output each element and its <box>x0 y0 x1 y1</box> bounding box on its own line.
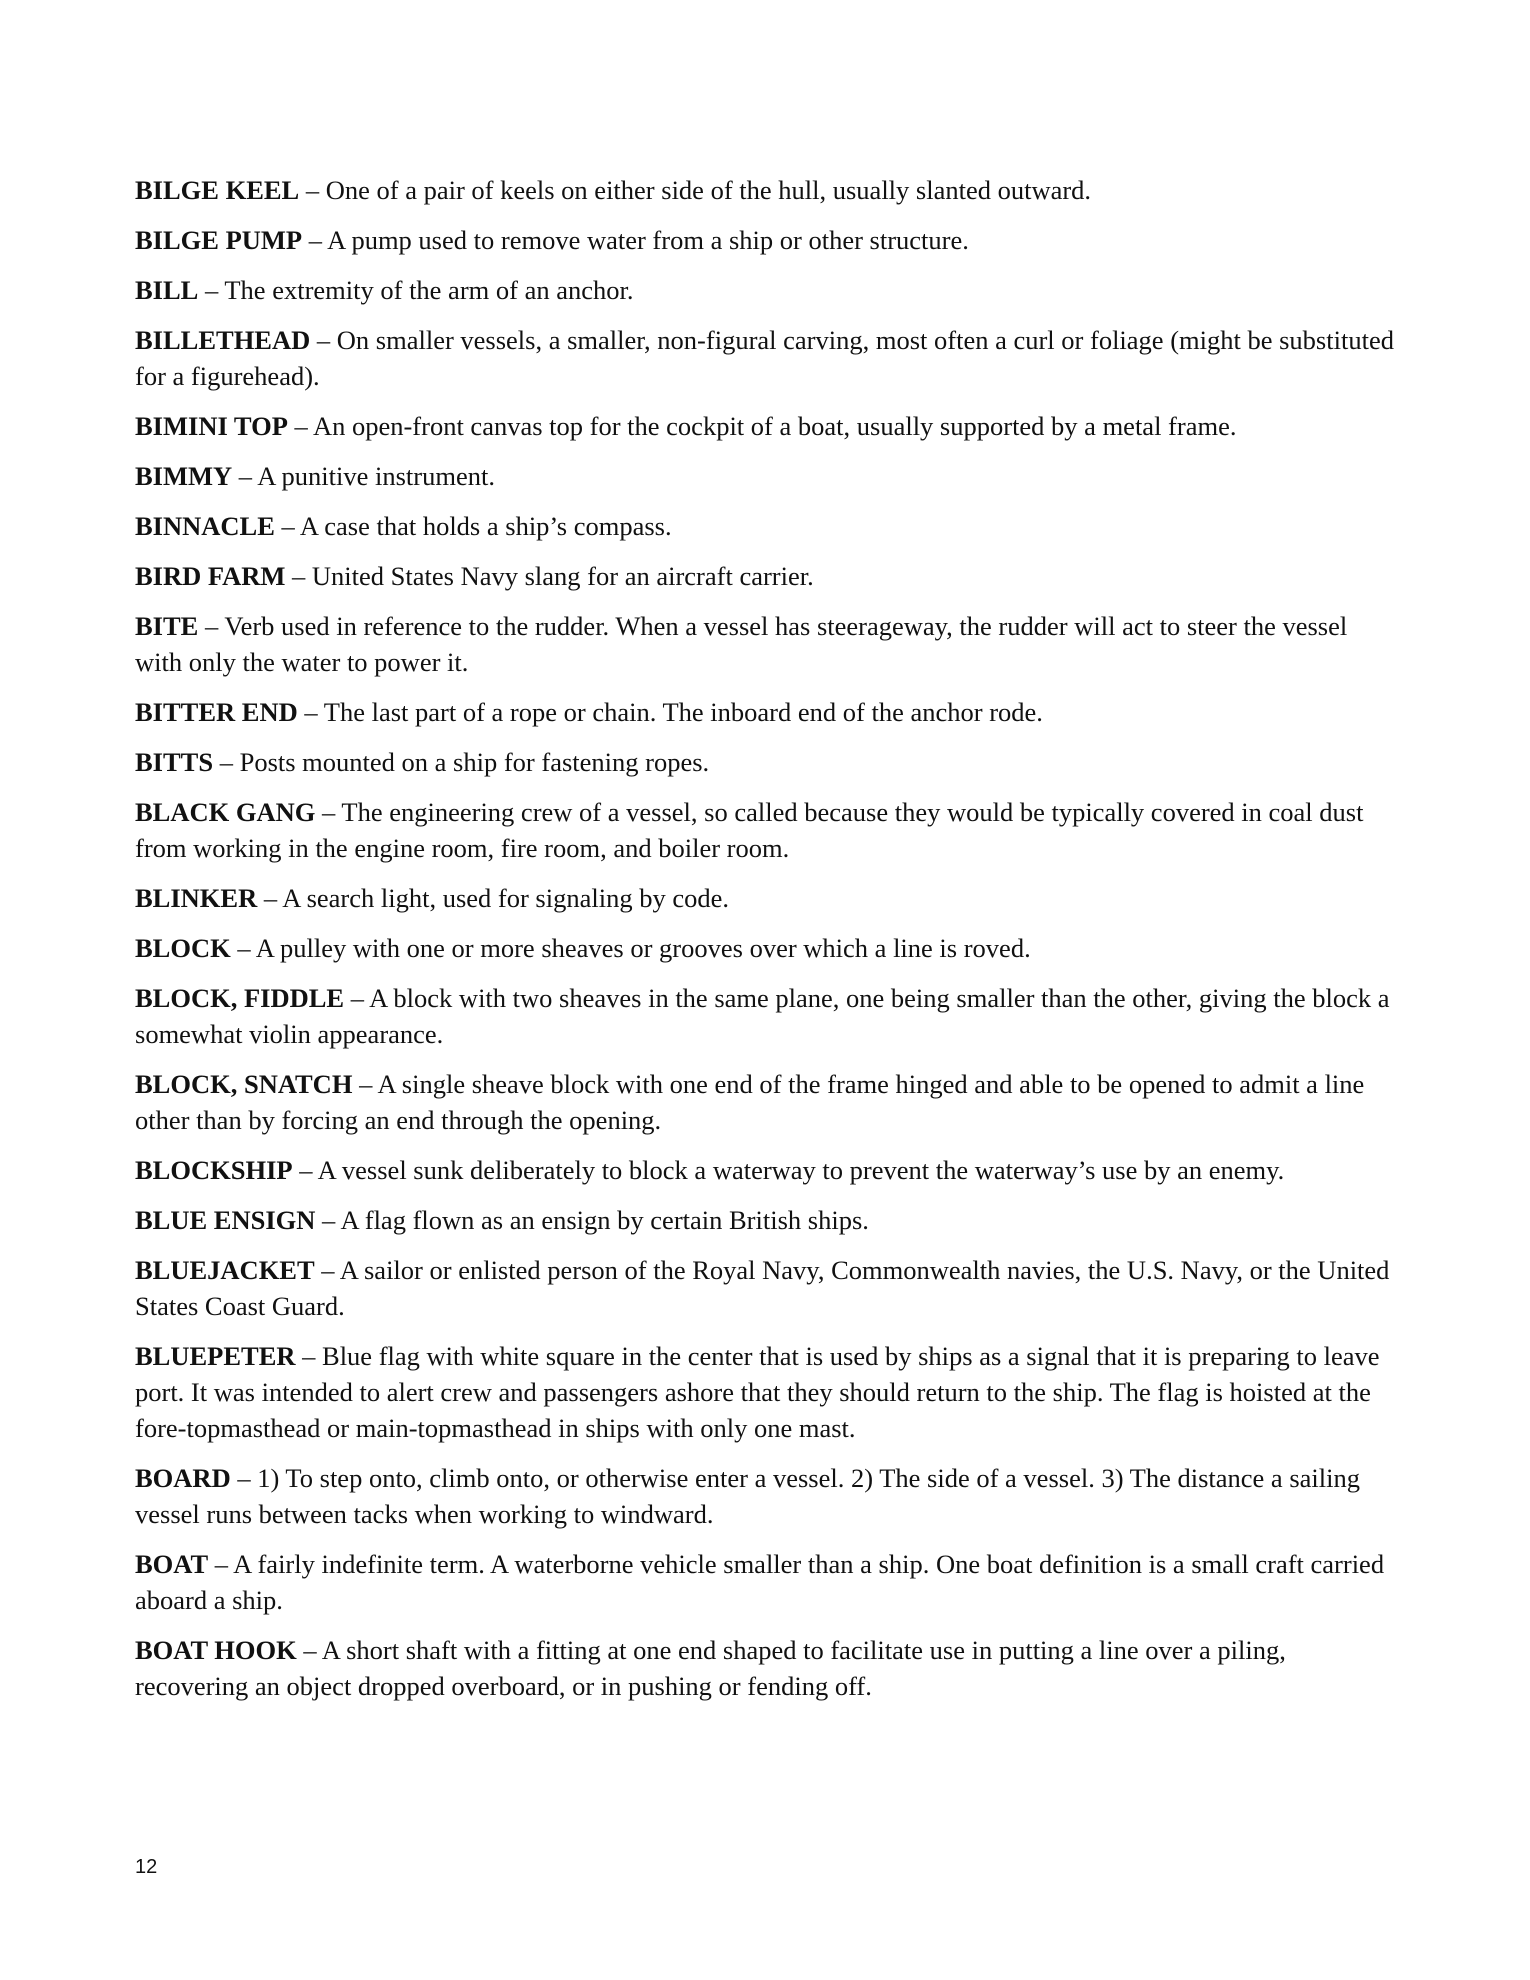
glossary-entry <box>135 408 1400 444</box>
entry-definition: – United States Navy slang for an aircraft carrier. <box>285 561 814 591</box>
entry-term: BIMMY <box>135 461 233 491</box>
glossary-entry <box>135 608 1400 680</box>
entry-definition: – A pump used to remove water from a ship or other structure. <box>302 225 969 255</box>
glossary-entry <box>135 1066 1400 1138</box>
entry-definition: – A short shaft with a fitting at one end shaped to facilitate use in putting a line over a piling, recovering an object dropped overboard, or in pushing or fending off. <box>135 1635 1286 1701</box>
glossary-entry <box>135 880 1400 916</box>
glossary-entry <box>135 1202 1400 1238</box>
entry-definition: – Posts mounted on a ship for fastening ropes. <box>213 747 710 777</box>
glossary-entry <box>135 1546 1400 1618</box>
entry-term: BLOCK <box>135 933 231 963</box>
entry-term: BILLETHEAD <box>135 325 311 355</box>
glossary-entry <box>135 508 1400 544</box>
glossary-entry <box>135 980 1400 1052</box>
entry-definition: – A fairly indefinite term. A waterborne vehicle smaller than a ship. One boat definition is a small craft carried aboard a ship. <box>135 1549 1385 1615</box>
entry-term: BOAT HOOK <box>135 1635 297 1665</box>
entry-term: BLOCK, FIDDLE <box>135 983 345 1013</box>
entry-term: BIRD FARM <box>135 561 286 591</box>
entry-definition: – 1) To step onto, climb onto, or otherwise enter a vessel. 2) The side of a vessel. 3) The distance a sailing vessel runs between tacks when working to windward. <box>135 1463 1360 1529</box>
entry-definition: – The extremity of the arm of an anchor. <box>198 275 634 305</box>
entry-definition: – A block with two sheaves in the same plane, one being smaller than the other, giving the block a somewhat violin appearance. <box>135 983 1390 1049</box>
entry-definition: – A punitive instrument. <box>232 461 495 491</box>
glossary-entry <box>135 222 1400 258</box>
glossary-entry <box>135 458 1400 494</box>
glossary-entry <box>135 172 1400 208</box>
entry-term: BILGE PUMP <box>135 225 303 255</box>
glossary-entry <box>135 1338 1400 1446</box>
glossary-entry <box>135 744 1400 780</box>
entry-term: BLUE ENSIGN <box>135 1205 316 1235</box>
glossary-entry <box>135 558 1400 594</box>
entry-definition: – A search light, used for signaling by code. <box>257 883 729 913</box>
entry-term: BITTS <box>135 747 214 777</box>
glossary-entry <box>135 1252 1400 1324</box>
glossary-entry <box>135 694 1400 730</box>
entry-definition: – A single sheave block with one end of the frame hinged and able to be opened to admit a line other than by forcing an end through the opening. <box>135 1069 1365 1135</box>
entry-definition: – A vessel sunk deliberately to block a waterway to prevent the waterway’s use by an enemy. <box>292 1155 1285 1185</box>
glossary-entry <box>135 1632 1400 1704</box>
entry-term: BLINKER <box>135 883 258 913</box>
entry-term: BLACK GANG <box>135 797 316 827</box>
entry-definition: – Blue flag with white square in the center that is used by ships as a signal that it is preparing to leave port. It was intended to alert crew and passengers ashore that they should return to the ship. The flag is hoisted at the fore-topmasthead or main-topmasthead in ships with only one mast. <box>135 1341 1380 1443</box>
page-number: 12 <box>135 1856 158 1878</box>
entry-term: BLOCK, SNATCH <box>135 1069 353 1099</box>
entry-term: BLOCKSHIP <box>135 1155 293 1185</box>
glossary-entry <box>135 1460 1400 1532</box>
entry-term: BILL <box>135 275 199 305</box>
entry-definition: – A flag flown as an ensign by certain British ships. <box>315 1205 869 1235</box>
entry-term: BLUEPETER <box>135 1341 296 1371</box>
entry-term: BITE <box>135 611 199 641</box>
entry-definition: – An open-front canvas top for the cockpit of a boat, usually supported by a metal frame. <box>287 411 1237 441</box>
glossary-entry <box>135 1152 1400 1188</box>
glossary-entry <box>135 272 1400 308</box>
entry-definition: – On smaller vessels, a smaller, non-figural carving, most often a curl or foliage (might be substituted for a figurehead). <box>135 325 1394 391</box>
entry-term: BITTER END <box>135 697 298 727</box>
entry-term: BILGE KEEL <box>135 175 300 205</box>
glossary-entry <box>135 930 1400 966</box>
entry-definition: – The engineering crew of a vessel, so called because they would be typically covered in coal dust from working in the engine room, fire room, and boiler room. <box>135 797 1364 863</box>
entry-definition: – The last part of a rope or chain. The inboard end of the anchor rode. <box>297 697 1043 727</box>
glossary-entry <box>135 322 1400 394</box>
glossary-entry <box>135 794 1400 866</box>
glossary-entries <box>135 172 1400 1718</box>
entry-definition: – A pulley with one or more sheaves or grooves over which a line is roved. <box>230 933 1031 963</box>
entry-term: BLUEJACKET <box>135 1255 315 1285</box>
entry-term: BOAT <box>135 1549 209 1579</box>
entry-term: BOARD <box>135 1463 231 1493</box>
entry-term: BINNACLE <box>135 511 275 541</box>
entry-definition: – A case that holds a ship’s compass. <box>274 511 672 541</box>
entry-definition: – One of a pair of keels on either side of the hull, usually slanted outward. <box>299 175 1092 205</box>
entry-definition: – A sailor or enlisted person of the Royal Navy, Commonwealth navies, the U.S. Navy, or the United States Coast Guard. <box>135 1255 1390 1321</box>
entry-definition: – Verb used in reference to the rudder. When a vessel has steerageway, the rudder will act to steer the vessel with only the water to power it. <box>135 611 1348 677</box>
entry-term: BIMINI TOP <box>135 411 288 441</box>
